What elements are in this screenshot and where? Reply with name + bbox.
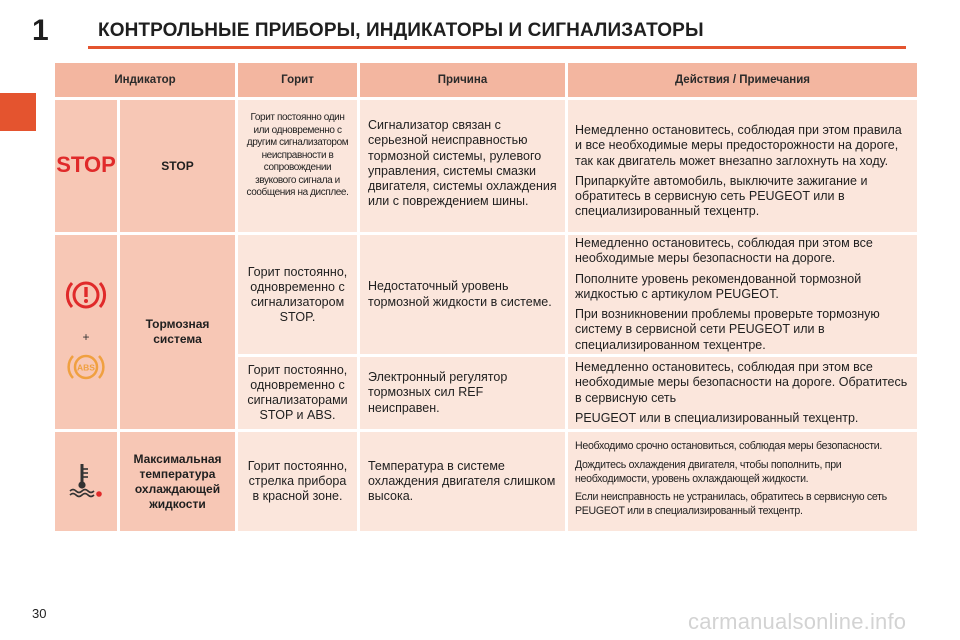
brake-action-1-2: Пополните уровень рекомендованной тормозной жидкостью с артикулом PEUGEOT. <box>575 271 862 301</box>
indicator-name-stop: STOP <box>120 100 235 232</box>
indicator-name-brake: Тормозная система <box>120 235 235 429</box>
coolant-temperature-icon <box>66 460 106 503</box>
chapter-number: 1 <box>32 14 49 47</box>
stop-action-2: Припаркуйте автомобиль, выключите зажигание и обратитесь в сервисную сеть PEUGEOT или в специализированный техцентр. <box>575 173 868 219</box>
stop-reason: Сигнализатор связан с серьезной неисправностью тормозной системы, рулевого управления, системы смазки двигателя, системы охлаждения или с повреждением шины. <box>360 100 565 232</box>
coolant-action-2: Дождитесь охлаждения двигателя, чтобы пополнить, при необходимости, уровень охлаждающей жидкости. <box>575 458 842 485</box>
coolant-lights-condition: Горит постоянно, стрелка прибора в красной зоне. <box>238 432 357 531</box>
column-header-actions: Действия / Примечания <box>568 63 917 97</box>
brake-reason-2: Электронный регулятор тормозных сил REF неисправен. <box>360 357 565 429</box>
brake-action-1-1: Немедленно остановитесь, соблюдая при этом все необходимые меры безопасности на дороге. <box>575 236 873 266</box>
coolant-action-3: Если неисправность не устранилась, обратитесь в сервисную сеть PEUGEOT или в специализированный техцентр. <box>575 491 887 518</box>
brake-action-1-3: При возникновении проблемы проверьте тормозную систему в сервисной сети PEUGEOT или в специализированном техцентре. <box>575 307 880 352</box>
chapter-title: КОНТРОЛЬНЫЕ ПРИБОРЫ, ИНДИКАТОРЫ И СИГНАЛИЗАТОРЫ <box>98 20 704 41</box>
brake-warning-icon <box>64 275 108 320</box>
brake-actions-1 <box>568 235 917 354</box>
brake-actions-2 <box>568 357 917 429</box>
warning-lights-table <box>55 63 908 524</box>
stop-warning-icon <box>56 150 116 183</box>
stop-actions <box>568 100 917 232</box>
plus-sign: + <box>82 330 90 344</box>
svg-text:STOP: STOP <box>56 151 116 177</box>
brake-action-2-2: PEUGEOT или в специализированный техцентр. <box>575 410 859 425</box>
page-number: 30 <box>32 606 47 621</box>
brake-action-2-1: Немедленно остановитесь, соблюдая при этом все необходимые меры безопасности на дороге. Обратитесь в сервисную сеть <box>575 360 908 405</box>
column-header-indicator: Индикатор <box>55 63 235 97</box>
title-divider <box>88 46 906 49</box>
watermark: carmanualsonline.info <box>688 609 907 634</box>
abs-warning-icon <box>66 350 106 389</box>
brake-lights-condition-2: Горит постоянно, одновременно с сигнализаторами STOP и ABS. <box>238 357 357 429</box>
svg-text:ABS: ABS <box>77 362 95 373</box>
coolant-reason: Температура в системе охлаждения двигателя слишком высока. <box>360 432 565 531</box>
coolant-icon-cell <box>55 432 117 531</box>
brake-icon-cell <box>55 235 117 429</box>
brake-reason-1: Недостаточный уровень тормозной жидкости в системе. <box>360 235 565 354</box>
column-header-reason: Причина <box>360 63 565 97</box>
column-header-lights: Горит <box>238 63 357 97</box>
chapter-side-tab <box>0 93 36 131</box>
stop-icon-cell <box>55 100 117 232</box>
stop-action-1: Немедленно остановитесь, соблюдая при этом правила и все необходимые меры предосторожности на дороге, так как двигатель может внезапно заглохнуть на ходу. <box>575 123 902 168</box>
stop-lights-condition: Горит постоянно один или одновременно с другим сигнализатором неисправности в сопровождении звукового сигнала и сообщения на дисплее. <box>238 100 357 232</box>
coolant-action-1: Необходимо срочно остановиться, соблюдая меры безопасности. <box>575 440 883 452</box>
brake-lights-condition-1: Горит постоянно, одновременно с сигнализатором STOP. <box>238 235 357 354</box>
coolant-actions <box>568 432 917 531</box>
indicator-name-coolant: Максимальная температура охлаждающей жидкости <box>120 432 235 531</box>
